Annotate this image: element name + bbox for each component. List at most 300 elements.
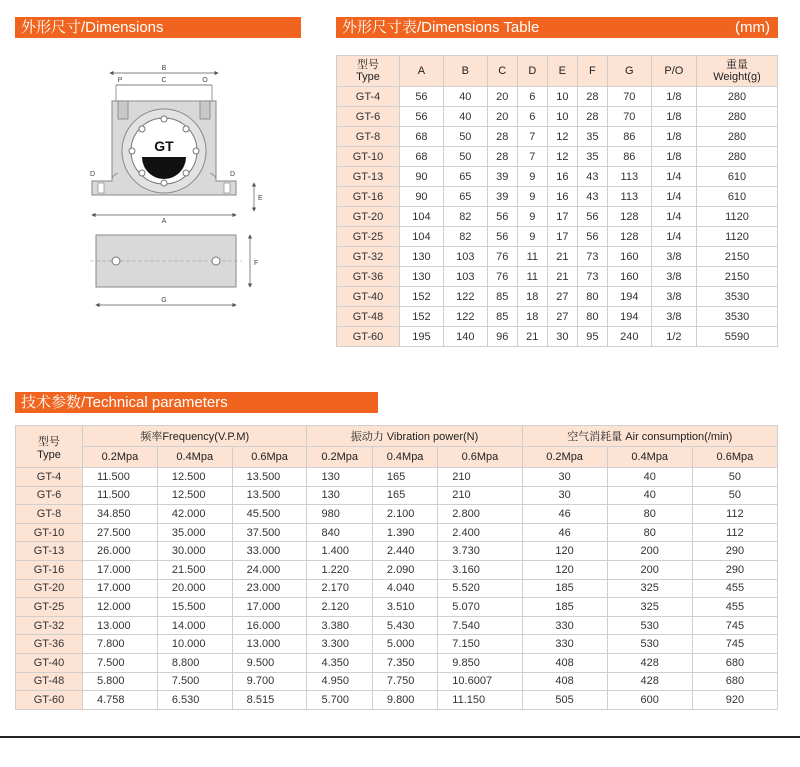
value-cell: 56 <box>400 87 444 107</box>
value-cell: 43 <box>577 167 607 187</box>
value-cell: 5.520 <box>438 579 522 598</box>
value-cell: 35.000 <box>157 523 232 542</box>
value-cell: 6 <box>517 107 547 127</box>
value-cell: 280 <box>697 127 778 147</box>
pressure-header: 0.4Mpa <box>372 447 437 468</box>
type-cell: GT-10 <box>337 147 400 167</box>
value-cell: 21 <box>547 267 577 287</box>
value-cell: 11.500 <box>83 486 158 505</box>
type-cell: GT-10 <box>16 523 83 542</box>
value-cell: 90 <box>400 187 444 207</box>
value-cell: 103 <box>443 267 487 287</box>
technical-parameters-table <box>15 425 778 710</box>
value-cell: 200 <box>607 542 692 561</box>
table-row <box>337 127 778 147</box>
value-cell: 80 <box>607 505 692 524</box>
value-cell: 455 <box>692 579 777 598</box>
value-cell: 3.300 <box>307 635 372 654</box>
value-cell: 5.700 <box>307 691 372 710</box>
value-cell: 17 <box>547 207 577 227</box>
value-cell: 200 <box>607 560 692 579</box>
vibrator-dimension-drawing <box>70 55 270 317</box>
value-cell: 1/4 <box>651 187 696 207</box>
value-cell: 160 <box>607 267 651 287</box>
value-cell: 46 <box>522 523 607 542</box>
value-cell: 9.850 <box>438 653 522 672</box>
value-cell: 80 <box>577 287 607 307</box>
value-cell: 680 <box>692 672 777 691</box>
header-d: D <box>517 56 547 87</box>
value-cell: 920 <box>692 691 777 710</box>
value-cell: 16 <box>547 187 577 207</box>
dim-label-d-right: D <box>230 171 236 178</box>
value-cell: 70 <box>607 107 651 127</box>
value-cell: 10.6007 <box>438 672 522 691</box>
table-row <box>16 560 778 579</box>
value-cell: 4.040 <box>372 579 437 598</box>
value-cell: 43 <box>577 187 607 207</box>
value-cell: 3.510 <box>372 598 437 617</box>
value-cell: 1/8 <box>651 147 696 167</box>
value-cell: 40 <box>607 468 692 487</box>
value-cell: 68 <box>400 127 444 147</box>
port-right <box>200 101 210 119</box>
value-cell: 17.000 <box>83 579 158 598</box>
type-cell: GT-4 <box>337 87 400 107</box>
value-cell: 4.950 <box>307 672 372 691</box>
value-cell: 9 <box>517 207 547 227</box>
value-cell: 39 <box>487 167 517 187</box>
value-cell: 85 <box>487 287 517 307</box>
value-cell: 86 <box>607 147 651 167</box>
value-cell: 610 <box>697 187 778 207</box>
value-cell: 2.120 <box>307 598 372 617</box>
dim-label-p: P <box>117 77 123 84</box>
type-cell: GT-36 <box>16 635 83 654</box>
value-cell: 50 <box>692 468 777 487</box>
value-cell: 5.070 <box>438 598 522 617</box>
table-row <box>16 542 778 561</box>
value-cell: 10 <box>547 107 577 127</box>
value-cell: 40 <box>607 486 692 505</box>
value-cell: 7.350 <box>372 653 437 672</box>
value-cell: 290 <box>692 560 777 579</box>
value-cell: 40 <box>443 87 487 107</box>
dim-label-g: G <box>161 297 167 304</box>
value-cell: 65 <box>443 167 487 187</box>
value-cell: 130 <box>400 267 444 287</box>
value-cell: 530 <box>607 616 692 635</box>
value-cell: 14.000 <box>157 616 232 635</box>
value-cell: 1/4 <box>651 167 696 187</box>
value-cell: 26.000 <box>83 542 158 561</box>
value-cell: 56 <box>487 207 517 227</box>
value-cell: 12 <box>547 127 577 147</box>
value-cell: 165 <box>372 468 437 487</box>
type-cell: GT-32 <box>337 247 400 267</box>
value-cell: 505 <box>522 691 607 710</box>
header-type: 型号 Type <box>337 56 400 87</box>
value-cell: 152 <box>400 287 444 307</box>
value-cell: 90 <box>400 167 444 187</box>
unit-label: (mm) <box>735 19 770 36</box>
dimensions-table-header <box>337 56 778 87</box>
value-cell: 24.000 <box>232 560 307 579</box>
value-cell: 7.500 <box>83 653 158 672</box>
value-cell: 13.500 <box>232 468 307 487</box>
table-row <box>337 87 778 107</box>
value-cell: 1/8 <box>651 127 696 147</box>
value-cell: 46 <box>522 505 607 524</box>
table-row <box>337 307 778 327</box>
value-cell: 28 <box>577 107 607 127</box>
value-cell: 2.400 <box>438 523 522 542</box>
value-cell: 6.530 <box>157 691 232 710</box>
type-cell: GT-40 <box>16 653 83 672</box>
value-cell: 82 <box>443 207 487 227</box>
value-cell: 128 <box>607 227 651 247</box>
value-cell: 280 <box>697 107 778 127</box>
value-cell: 30 <box>547 327 577 347</box>
value-cell: 37.500 <box>232 523 307 542</box>
table-row <box>337 167 778 187</box>
value-cell: 20 <box>487 87 517 107</box>
value-cell: 2.100 <box>372 505 437 524</box>
table-row <box>337 187 778 207</box>
tech-table-pressure-header <box>16 447 778 468</box>
group-vibration-power: 振动力 Vibration power(N) <box>307 426 522 447</box>
dim-label-o: O <box>202 77 208 84</box>
value-cell: 130 <box>307 486 372 505</box>
value-cell: 3/8 <box>651 267 696 287</box>
value-cell: 56 <box>577 227 607 247</box>
type-cell: GT-20 <box>337 207 400 227</box>
value-cell: 210 <box>438 468 522 487</box>
dim-label-b: B <box>161 65 167 72</box>
type-cell: GT-6 <box>337 107 400 127</box>
value-cell: 7.800 <box>83 635 158 654</box>
dimensions-table <box>336 55 778 347</box>
pressure-header: 0.4Mpa <box>607 447 692 468</box>
value-cell: 1120 <box>697 207 778 227</box>
value-cell: 104 <box>400 207 444 227</box>
value-cell: 11 <box>517 247 547 267</box>
type-cell: GT-16 <box>16 560 83 579</box>
value-cell: 76 <box>487 267 517 287</box>
value-cell: 745 <box>692 635 777 654</box>
value-cell: 122 <box>443 307 487 327</box>
value-cell: 194 <box>607 307 651 327</box>
value-cell: 70 <box>607 87 651 107</box>
value-cell: 680 <box>692 653 777 672</box>
table-row <box>16 653 778 672</box>
table-row <box>337 327 778 347</box>
type-cell: GT-20 <box>16 579 83 598</box>
type-cell: GT-8 <box>16 505 83 524</box>
value-cell: 745 <box>692 616 777 635</box>
table-row <box>16 523 778 542</box>
value-cell: 9 <box>517 227 547 247</box>
value-cell: 1120 <box>697 227 778 247</box>
gt-label: GT <box>154 138 174 154</box>
value-cell: 35 <box>577 147 607 167</box>
value-cell: 7 <box>517 127 547 147</box>
value-cell: 76 <box>487 247 517 267</box>
type-cell: GT-8 <box>337 127 400 147</box>
value-cell: 165 <box>372 486 437 505</box>
value-cell: 6 <box>517 87 547 107</box>
value-cell: 194 <box>607 287 651 307</box>
value-cell: 80 <box>607 523 692 542</box>
pressure-header: 0.6Mpa <box>692 447 777 468</box>
value-cell: 5.430 <box>372 616 437 635</box>
value-cell: 455 <box>692 598 777 617</box>
value-cell: 96 <box>487 327 517 347</box>
value-cell: 1.390 <box>372 523 437 542</box>
value-cell: 16 <box>547 167 577 187</box>
type-cell: GT-13 <box>337 167 400 187</box>
type-cell: GT-6 <box>16 486 83 505</box>
value-cell: 33.000 <box>232 542 307 561</box>
value-cell: 325 <box>607 579 692 598</box>
value-cell: 80 <box>577 307 607 327</box>
value-cell: 2.440 <box>372 542 437 561</box>
value-cell: 50 <box>443 127 487 147</box>
value-cell: 7.500 <box>157 672 232 691</box>
value-cell: 9.800 <box>372 691 437 710</box>
value-cell: 980 <box>307 505 372 524</box>
value-cell: 113 <box>607 167 651 187</box>
value-cell: 42.000 <box>157 505 232 524</box>
value-cell: 18 <box>517 287 547 307</box>
value-cell: 185 <box>522 598 607 617</box>
value-cell: 11.150 <box>438 691 522 710</box>
pressure-header: 0.6Mpa <box>232 447 307 468</box>
value-cell: 120 <box>522 560 607 579</box>
type-cell: GT-48 <box>16 672 83 691</box>
value-cell: 56 <box>400 107 444 127</box>
value-cell: 103 <box>443 247 487 267</box>
table-row <box>16 505 778 524</box>
value-cell: 408 <box>522 672 607 691</box>
value-cell: 840 <box>307 523 372 542</box>
value-cell: 50 <box>692 486 777 505</box>
value-cell: 17 <box>547 227 577 247</box>
value-cell: 13.000 <box>232 635 307 654</box>
value-cell: 13.000 <box>83 616 158 635</box>
value-cell: 152 <box>400 307 444 327</box>
header-e: E <box>547 56 577 87</box>
value-cell: 330 <box>522 616 607 635</box>
value-cell: 290 <box>692 542 777 561</box>
value-cell: 408 <box>522 653 607 672</box>
value-cell: 11.500 <box>83 468 158 487</box>
table-row <box>16 691 778 710</box>
value-cell: 27 <box>547 287 577 307</box>
value-cell: 3.380 <box>307 616 372 635</box>
value-cell: 30 <box>522 468 607 487</box>
value-cell: 4.758 <box>83 691 158 710</box>
group-frequency: 频率Frequency(V.P.M) <box>83 426 307 447</box>
value-cell: 10 <box>547 87 577 107</box>
dim-label-c: C <box>161 77 167 84</box>
tech-table-group-header <box>16 426 778 447</box>
table-row <box>16 672 778 691</box>
type-cell: GT-25 <box>16 598 83 617</box>
value-cell: 73 <box>577 267 607 287</box>
value-cell: 195 <box>400 327 444 347</box>
value-cell: 82 <box>443 227 487 247</box>
value-cell: 68 <box>400 147 444 167</box>
table-row <box>16 486 778 505</box>
value-cell: 3.730 <box>438 542 522 561</box>
port-left <box>118 101 128 119</box>
value-cell: 3/8 <box>651 287 696 307</box>
value-cell: 2150 <box>697 247 778 267</box>
value-cell: 9.700 <box>232 672 307 691</box>
value-cell: 18 <box>517 307 547 327</box>
type-cell: GT-13 <box>16 542 83 561</box>
value-cell: 7.150 <box>438 635 522 654</box>
value-cell: 95 <box>577 327 607 347</box>
value-cell: 39 <box>487 187 517 207</box>
value-cell: 3.160 <box>438 560 522 579</box>
value-cell: 113 <box>607 187 651 207</box>
table-row <box>337 247 778 267</box>
value-cell: 27 <box>547 307 577 327</box>
type-cell: GT-32 <box>16 616 83 635</box>
value-cell: 112 <box>692 505 777 524</box>
header-f: F <box>577 56 607 87</box>
pressure-header: 0.6Mpa <box>438 447 522 468</box>
value-cell: 130 <box>307 468 372 487</box>
table-row <box>337 227 778 247</box>
value-cell: 3/8 <box>651 307 696 327</box>
value-cell: 9 <box>517 167 547 187</box>
table-row <box>16 468 778 487</box>
value-cell: 1/8 <box>651 87 696 107</box>
table-row <box>337 107 778 127</box>
value-cell: 30.000 <box>157 542 232 561</box>
value-cell: 120 <box>522 542 607 561</box>
value-cell: 65 <box>443 187 487 207</box>
type-cell: GT-60 <box>337 327 400 347</box>
value-cell: 600 <box>607 691 692 710</box>
value-cell: 185 <box>522 579 607 598</box>
dim-label-f: F <box>254 260 259 267</box>
value-cell: 12.000 <box>83 598 158 617</box>
header-a: A <box>400 56 444 87</box>
value-cell: 12 <box>547 147 577 167</box>
type-cell: GT-60 <box>16 691 83 710</box>
value-cell: 50 <box>443 147 487 167</box>
value-cell: 3530 <box>697 307 778 327</box>
value-cell: 20 <box>487 107 517 127</box>
value-cell: 8.800 <box>157 653 232 672</box>
table-row <box>16 635 778 654</box>
technical-parameters-section-title: 技术参数/Technical parameters <box>15 392 378 413</box>
value-cell: 5590 <box>697 327 778 347</box>
type-cell: GT-16 <box>337 187 400 207</box>
value-cell: 30 <box>522 486 607 505</box>
value-cell: 325 <box>607 598 692 617</box>
table-row <box>16 616 778 635</box>
value-cell: 56 <box>487 227 517 247</box>
group-air-consumption: 空气消耗量 Air consumption(/min) <box>522 426 777 447</box>
dimensions-section-title: 外形尺寸/Dimensions <box>15 17 301 38</box>
value-cell: 9 <box>517 187 547 207</box>
dimensions-table-section-title: 外形尺寸表/Dimensions Table (mm) <box>336 17 778 38</box>
value-cell: 610 <box>697 167 778 187</box>
pressure-header: 0.2Mpa <box>83 447 158 468</box>
value-cell: 5.000 <box>372 635 437 654</box>
value-cell: 11 <box>517 267 547 287</box>
value-cell: 112 <box>692 523 777 542</box>
type-cell: GT-48 <box>337 307 400 327</box>
value-cell: 85 <box>487 307 517 327</box>
value-cell: 15.500 <box>157 598 232 617</box>
value-cell: 7.540 <box>438 616 522 635</box>
value-cell: 530 <box>607 635 692 654</box>
table-row <box>337 267 778 287</box>
value-cell: 1.220 <box>307 560 372 579</box>
header-weight: 重量 Weight(g) <box>697 56 778 87</box>
value-cell: 1/4 <box>651 227 696 247</box>
value-cell: 28 <box>487 147 517 167</box>
value-cell: 5.800 <box>83 672 158 691</box>
value-cell: 10.000 <box>157 635 232 654</box>
value-cell: 210 <box>438 486 522 505</box>
value-cell: 13.500 <box>232 486 307 505</box>
value-cell: 56 <box>577 207 607 227</box>
type-cell: GT-4 <box>16 468 83 487</box>
value-cell: 240 <box>607 327 651 347</box>
value-cell: 2.800 <box>438 505 522 524</box>
value-cell: 34.850 <box>83 505 158 524</box>
value-cell: 1.400 <box>307 542 372 561</box>
value-cell: 3530 <box>697 287 778 307</box>
value-cell: 20.000 <box>157 579 232 598</box>
value-cell: 8.515 <box>232 691 307 710</box>
value-cell: 280 <box>697 87 778 107</box>
type-cell: GT-25 <box>337 227 400 247</box>
value-cell: 21 <box>547 247 577 267</box>
value-cell: 2.170 <box>307 579 372 598</box>
value-cell: 9.500 <box>232 653 307 672</box>
value-cell: 428 <box>607 653 692 672</box>
header-c: C <box>487 56 517 87</box>
value-cell: 86 <box>607 127 651 147</box>
value-cell: 35 <box>577 127 607 147</box>
table-row <box>16 579 778 598</box>
table-row <box>337 287 778 307</box>
value-cell: 128 <box>607 207 651 227</box>
value-cell: 122 <box>443 287 487 307</box>
value-cell: 27.500 <box>83 523 158 542</box>
value-cell: 428 <box>607 672 692 691</box>
pressure-header: 0.2Mpa <box>307 447 372 468</box>
dim-label-a: A <box>161 218 167 225</box>
value-cell: 21.500 <box>157 560 232 579</box>
value-cell: 280 <box>697 147 778 167</box>
type-cell: GT-40 <box>337 287 400 307</box>
value-cell: 330 <box>522 635 607 654</box>
value-cell: 2150 <box>697 267 778 287</box>
value-cell: 28 <box>487 127 517 147</box>
table-row <box>337 207 778 227</box>
value-cell: 12.500 <box>157 486 232 505</box>
value-cell: 21 <box>517 327 547 347</box>
